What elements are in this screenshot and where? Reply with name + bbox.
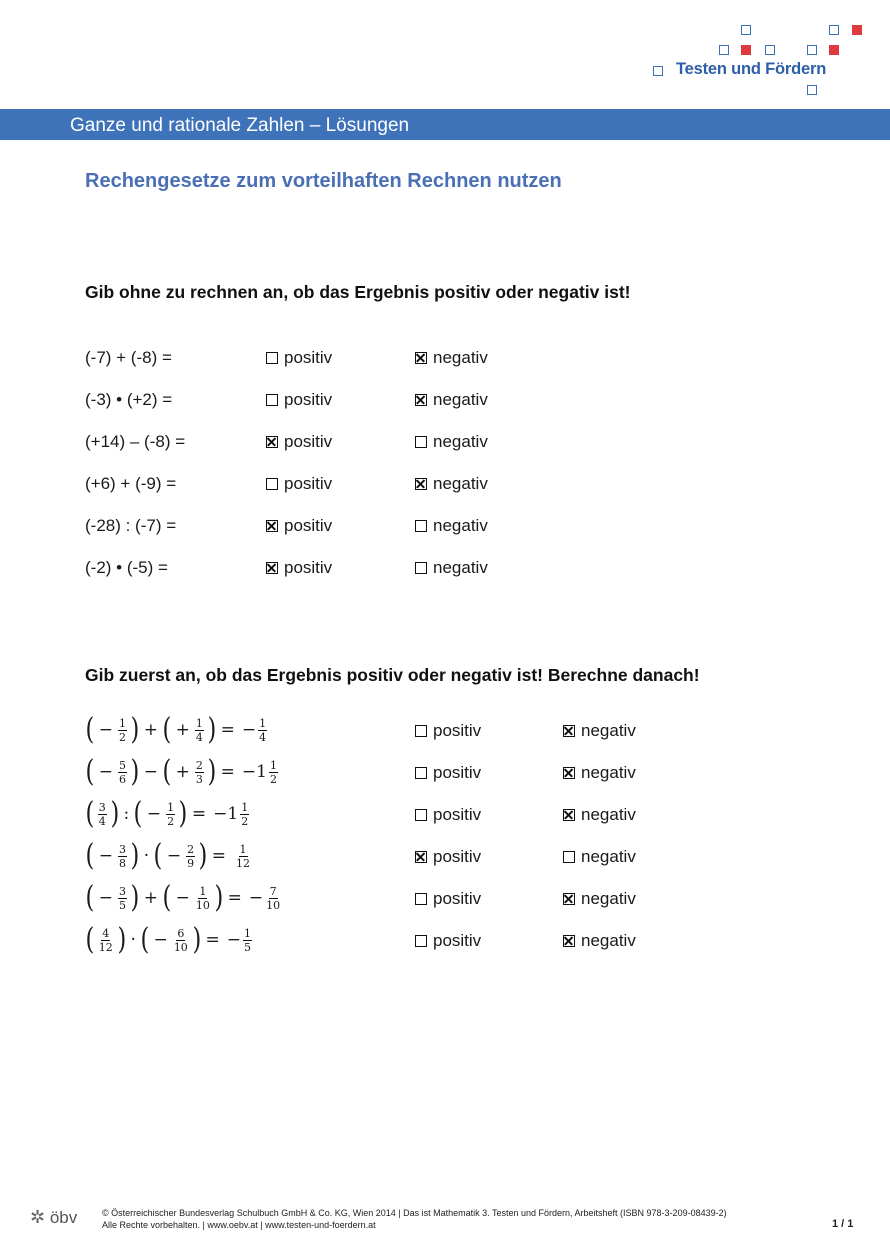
section-subtitle: Rechengesetze zum vorteilhaften Rechnen nutzen (85, 170, 562, 192)
option-negative[interactable] (415, 390, 488, 410)
option-positive[interactable] (415, 931, 481, 951)
result-fraction (269, 759, 278, 786)
checkbox-positive[interactable] (266, 352, 278, 364)
option-label: negativ (433, 432, 488, 451)
result-fraction (235, 843, 251, 870)
option-positive[interactable] (415, 889, 481, 909)
checkbox-positive[interactable] (266, 436, 278, 448)
checkbox-positive[interactable] (415, 851, 427, 863)
task-row (0, 513, 890, 539)
checkbox-negative[interactable] (415, 394, 427, 406)
option-label: positiv (433, 847, 482, 866)
term-a-fraction (118, 843, 127, 870)
option-positive[interactable] (415, 805, 481, 825)
denominator: 2 (241, 814, 249, 828)
term-a-fraction (98, 801, 107, 828)
numerator: 1 (244, 926, 252, 940)
checkbox-positive[interactable] (266, 478, 278, 490)
obv-logo-icon: ✲ (30, 1207, 46, 1227)
page-number: 1 / 1 (832, 1218, 854, 1230)
option-label: negativ (581, 805, 636, 824)
option-label: negativ (433, 474, 488, 493)
term-b-fraction (173, 927, 189, 954)
option-label: positiv (284, 516, 333, 535)
checkbox-negative[interactable] (563, 851, 575, 863)
denominator: 5 (244, 940, 252, 954)
task-expression: (-2) • (-5) = (85, 558, 168, 577)
numerator: 1 (167, 800, 175, 814)
term-b-fraction (195, 717, 204, 744)
numerator: 1 (259, 716, 267, 730)
option-positive[interactable] (415, 721, 481, 741)
logo-square (852, 25, 862, 35)
denominator: 2 (167, 814, 175, 828)
checkbox-negative[interactable] (563, 767, 575, 779)
option-negative[interactable] (563, 763, 636, 783)
term-b-fraction (195, 759, 204, 786)
denominator: 12 (236, 856, 251, 870)
denominator: 10 (173, 940, 188, 954)
term-a-fraction (118, 717, 127, 744)
numerator: 1 (241, 800, 249, 814)
checkbox-negative[interactable] (415, 436, 427, 448)
option-label: positiv (433, 805, 482, 824)
instruction-2: Gib zuerst an, ob das Ergebnis positiv oder negativ ist! Berechne danach! (85, 665, 700, 685)
option-label: positiv (284, 558, 333, 577)
numerator: 3 (118, 842, 126, 856)
option-positive[interactable] (266, 474, 332, 494)
result-fraction (240, 801, 249, 828)
term-b-fraction (186, 843, 195, 870)
logo-square (741, 25, 751, 35)
numerator: 3 (118, 884, 126, 898)
checkbox-negative[interactable] (415, 562, 427, 574)
checkbox-positive[interactable] (415, 809, 427, 821)
checkbox-positive[interactable] (266, 520, 278, 532)
option-negative[interactable] (563, 847, 636, 867)
checkbox-negative[interactable] (415, 478, 427, 490)
option-label: positiv (284, 432, 333, 451)
task-expression: (-3) • (+2) = (85, 390, 173, 409)
calc-row (0, 796, 890, 831)
numerator: 3 (98, 800, 106, 814)
option-positive[interactable] (266, 558, 332, 578)
logo-square (829, 25, 839, 35)
checkbox-positive[interactable] (415, 725, 427, 737)
term-b-fraction (195, 885, 211, 912)
option-label: negativ (433, 348, 488, 367)
task-row (0, 387, 890, 413)
denominator: 4 (195, 730, 203, 744)
option-label: positiv (433, 763, 482, 782)
option-label: positiv (433, 931, 482, 950)
checkbox-negative[interactable] (563, 935, 575, 947)
numerator: 2 (187, 842, 195, 856)
publisher-logo (30, 1207, 77, 1228)
math-expression: ( − $\frac{5}{6}$ ) − ( + $\frac{2}{3}$ ) = − 1 $\frac{1}{2}$ (85, 754, 277, 789)
denominator: 5 (118, 898, 126, 912)
result-fraction (258, 717, 267, 744)
checkbox-positive[interactable] (415, 893, 427, 905)
numerator: 7 (269, 884, 277, 898)
checkbox-negative[interactable] (415, 520, 427, 532)
denominator: 9 (187, 856, 195, 870)
task-expression: (+14) – (-8) = (85, 432, 186, 451)
calc-row (0, 754, 890, 789)
term-a-fraction (118, 759, 127, 786)
denominator: 12 (98, 940, 113, 954)
option-label: negativ (433, 516, 488, 535)
task-expression: (-28) : (-7) = (85, 516, 177, 535)
option-positive[interactable] (415, 847, 481, 867)
logo-square (807, 45, 817, 55)
task-row (0, 429, 890, 455)
numerator: 1 (199, 884, 207, 898)
numerator: 1 (195, 716, 203, 730)
option-label: negativ (433, 390, 488, 409)
term-b-fraction (166, 801, 175, 828)
task-expression: (-7) + (-8) = (85, 348, 172, 367)
logo-square (765, 45, 775, 55)
denominator: 2 (118, 730, 126, 744)
term-a-fraction (98, 927, 114, 954)
numerator: 4 (102, 926, 110, 940)
option-label: positiv (284, 390, 333, 409)
footer-rights: Alle Rechte vorbehalten. | www.oebv.at | www.testen-und-foerdern.at (102, 1220, 376, 1230)
math-expression: ( − $\frac{3}{8}$ ) · ( − $\frac{2}{9}$ ) = $\frac{1}{12}$ (85, 838, 251, 873)
option-label: negativ (581, 763, 636, 782)
option-label: positiv (433, 889, 482, 908)
option-positive[interactable] (266, 390, 332, 410)
option-label: positiv (284, 348, 333, 367)
option-negative[interactable] (563, 721, 636, 741)
option-positive[interactable] (266, 432, 332, 452)
denominator: 4 (259, 730, 267, 744)
numerator: 2 (195, 758, 203, 772)
denominator: 6 (118, 772, 126, 786)
instruction-1: Gib ohne zu rechnen an, ob das Ergebnis positiv oder negativ ist! (85, 282, 631, 302)
denominator: 3 (195, 772, 203, 786)
title-banner (0, 109, 890, 140)
task-row (0, 345, 890, 371)
option-label: negativ (433, 558, 488, 577)
checkbox-positive[interactable] (415, 767, 427, 779)
checkbox-positive[interactable] (415, 935, 427, 947)
checkbox-negative[interactable] (563, 809, 575, 821)
option-label: negativ (581, 847, 636, 866)
option-label: positiv (284, 474, 333, 493)
checkbox-positive[interactable] (266, 394, 278, 406)
calc-row (0, 880, 890, 915)
result-fraction (265, 885, 281, 912)
logo-square (829, 45, 839, 55)
task-row (0, 555, 890, 581)
checkbox-positive[interactable] (266, 562, 278, 574)
option-negative[interactable] (415, 516, 488, 536)
denominator: 10 (266, 898, 281, 912)
math-expression: ( $\frac{3}{4}$ ) : ( − $\frac{1}{2}$ ) = − 1 $\frac{1}{2}$ (85, 796, 249, 831)
option-negative[interactable] (415, 348, 488, 368)
logo-square (719, 45, 729, 55)
option-label: negativ (581, 931, 636, 950)
denominator: 2 (269, 772, 277, 786)
denominator: 10 (195, 898, 210, 912)
term-a-fraction (118, 885, 127, 912)
footer-copyright: © Österreichischer Bundesverlag Schulbuch GmbH & Co. KG, Wien 2014 | Das ist Mathematik 3. Testen und Fördern, Arbeitsheft (ISBN 978-3-209-08439-2) (102, 1208, 727, 1218)
numerator: 6 (177, 926, 185, 940)
result-fraction (243, 927, 252, 954)
publisher-logo-text: öbv (49, 1208, 78, 1227)
numerator: 1 (239, 842, 247, 856)
numerator: 1 (269, 758, 277, 772)
math-expression: ( $\frac{4}{12}$ ) · ( − $\frac{6}{10}$ ) = − $\frac{1}{5}$ (85, 922, 252, 957)
task-expression: (+6) + (-9) = (85, 474, 177, 493)
option-positive[interactable] (415, 763, 481, 783)
option-label: negativ (581, 721, 636, 740)
numerator: 5 (118, 758, 126, 772)
option-negative[interactable] (563, 889, 636, 909)
logo-square (807, 85, 817, 95)
calc-row (0, 838, 890, 873)
option-negative[interactable] (563, 805, 636, 825)
checkbox-negative[interactable] (563, 893, 575, 905)
option-label: positiv (433, 721, 482, 740)
option-positive[interactable] (266, 348, 332, 368)
logo-square (741, 45, 751, 55)
task-row (0, 471, 890, 497)
checkbox-negative[interactable] (563, 725, 575, 737)
math-expression: ( − $\frac{1}{2}$ ) + ( + $\frac{1}{4}$ ) = − $\frac{1}{4}$ (85, 712, 267, 747)
calc-row (0, 922, 890, 957)
denominator: 8 (118, 856, 126, 870)
logo-text: Testen und Fördern (676, 60, 827, 78)
option-negative[interactable] (415, 474, 488, 494)
page-title: Ganze und rationale Zahlen – Lösungen (70, 115, 410, 136)
math-expression: ( − $\frac{3}{5}$ ) + ( − $\frac{1}{10}$ ) = − $\frac{7}{10}$ (85, 880, 281, 915)
option-negative[interactable] (563, 931, 636, 951)
option-negative[interactable] (415, 558, 488, 578)
numerator: 1 (118, 716, 126, 730)
logo-square (653, 66, 663, 76)
option-positive[interactable] (266, 516, 332, 536)
calc-row (0, 712, 890, 747)
option-label: negativ (581, 889, 636, 908)
option-negative[interactable] (415, 432, 488, 452)
denominator: 4 (98, 814, 106, 828)
checkbox-negative[interactable] (415, 352, 427, 364)
